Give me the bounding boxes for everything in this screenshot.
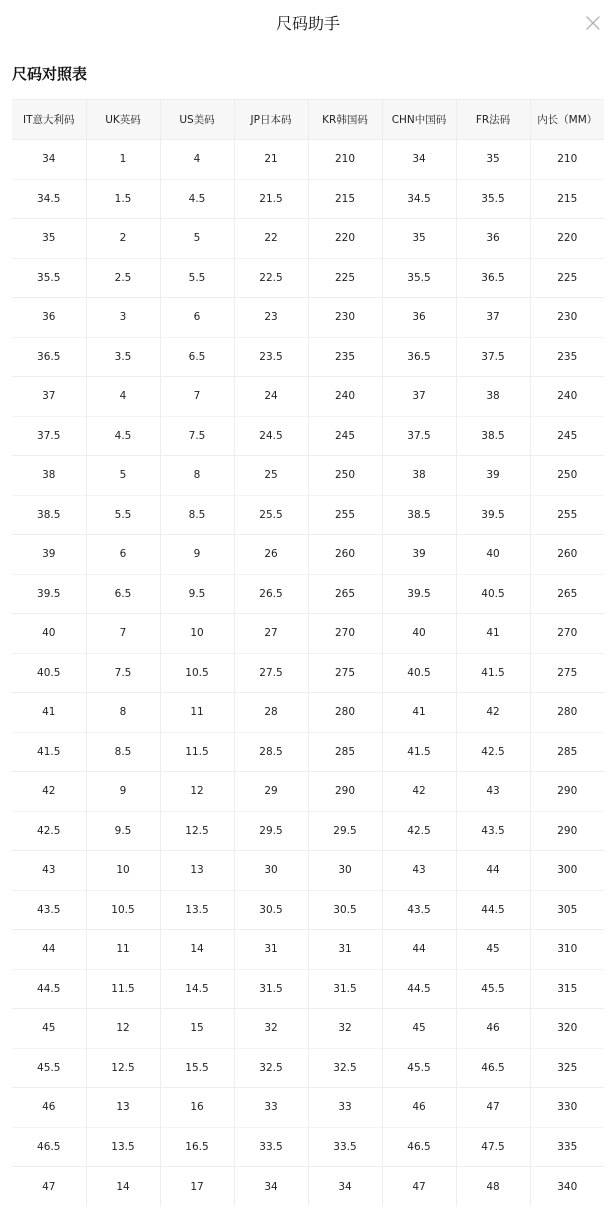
- table-cell: 1.5: [86, 179, 160, 219]
- table-cell: 235: [530, 337, 604, 377]
- table-cell: 8.5: [160, 495, 234, 535]
- table-cell: 270: [308, 614, 382, 654]
- table-cell: 220: [530, 219, 604, 259]
- table-cell: 30.5: [308, 890, 382, 930]
- table-cell: 40.5: [456, 574, 530, 614]
- table-cell: 46: [12, 1088, 86, 1128]
- table-cell: 215: [308, 179, 382, 219]
- table-cell: 34.5: [12, 179, 86, 219]
- table-cell: 2: [86, 219, 160, 259]
- table-cell: 24: [234, 377, 308, 417]
- table-row: [12, 179, 604, 219]
- table-cell: 32: [308, 1009, 382, 1049]
- table-cell: 44.5: [382, 969, 456, 1009]
- table-cell: 5: [86, 456, 160, 496]
- table-cell: 255: [308, 495, 382, 535]
- table-row: [12, 969, 604, 1009]
- table-cell: 210: [530, 140, 604, 180]
- table-cell: 30.5: [234, 890, 308, 930]
- table-cell: 38.5: [382, 495, 456, 535]
- size-chart-table-wrapper: [12, 99, 604, 1206]
- table-cell: 47: [12, 1167, 86, 1207]
- table-cell: 12: [86, 1009, 160, 1049]
- column-header: UK英码: [86, 100, 160, 140]
- table-cell: 6: [160, 298, 234, 338]
- table-cell: 275: [308, 653, 382, 693]
- table-cell: 47: [456, 1088, 530, 1128]
- table-cell: 42.5: [12, 811, 86, 851]
- table-body: [12, 140, 604, 1207]
- table-cell: 12.5: [86, 1048, 160, 1088]
- table-row: [12, 1127, 604, 1167]
- table-cell: 290: [308, 772, 382, 812]
- table-cell: 260: [530, 535, 604, 575]
- table-cell: 31: [234, 930, 308, 970]
- table-cell: 40: [12, 614, 86, 654]
- table-cell: 36.5: [12, 337, 86, 377]
- table-cell: 44: [456, 851, 530, 891]
- table-cell: 41.5: [12, 732, 86, 772]
- table-row: [12, 1088, 604, 1128]
- table-cell: 12: [160, 772, 234, 812]
- table-cell: 14.5: [160, 969, 234, 1009]
- table-cell: 11: [86, 930, 160, 970]
- table-cell: 22.5: [234, 258, 308, 298]
- table-cell: 11: [160, 693, 234, 733]
- modal-header: [0, 0, 616, 48]
- table-cell: 39: [12, 535, 86, 575]
- table-cell: 29.5: [308, 811, 382, 851]
- table-cell: 280: [308, 693, 382, 733]
- table-row: [12, 614, 604, 654]
- table-cell: 26: [234, 535, 308, 575]
- table-cell: 310: [530, 930, 604, 970]
- table-cell: 13.5: [86, 1127, 160, 1167]
- table-cell: 33: [234, 1088, 308, 1128]
- table-cell: 4.5: [86, 416, 160, 456]
- column-header: CHN中国码: [382, 100, 456, 140]
- table-cell: 39.5: [382, 574, 456, 614]
- column-header: IT意大利码: [12, 100, 86, 140]
- table-cell: 21.5: [234, 179, 308, 219]
- table-row: [12, 140, 604, 180]
- table-cell: 35: [456, 140, 530, 180]
- table-cell: 12.5: [160, 811, 234, 851]
- section-title: 尺码对照表: [12, 65, 88, 83]
- table-row: [12, 298, 604, 338]
- table-cell: 21: [234, 140, 308, 180]
- table-cell: 31.5: [308, 969, 382, 1009]
- table-cell: 245: [308, 416, 382, 456]
- table-cell: 33: [308, 1088, 382, 1128]
- table-cell: 42: [382, 772, 456, 812]
- table-row: [12, 337, 604, 377]
- table-row: [12, 811, 604, 851]
- table-cell: 35.5: [456, 179, 530, 219]
- table-cell: 37: [456, 298, 530, 338]
- table-cell: 38.5: [12, 495, 86, 535]
- table-cell: 41: [12, 693, 86, 733]
- table-cell: 225: [308, 258, 382, 298]
- table-cell: 43.5: [456, 811, 530, 851]
- table-row: [12, 456, 604, 496]
- table-cell: 10: [160, 614, 234, 654]
- table-row: [12, 732, 604, 772]
- table-cell: 9.5: [160, 574, 234, 614]
- table-cell: 13.5: [160, 890, 234, 930]
- table-cell: 23.5: [234, 337, 308, 377]
- table-cell: 9: [86, 772, 160, 812]
- table-cell: 30: [234, 851, 308, 891]
- table-cell: 16.5: [160, 1127, 234, 1167]
- table-cell: 335: [530, 1127, 604, 1167]
- table-cell: 27: [234, 614, 308, 654]
- table-cell: 250: [530, 456, 604, 496]
- table-cell: 265: [530, 574, 604, 614]
- table-cell: 250: [308, 456, 382, 496]
- size-chart-table: [12, 99, 604, 1206]
- table-cell: 7: [160, 377, 234, 417]
- table-cell: 36: [382, 298, 456, 338]
- table-cell: 42.5: [382, 811, 456, 851]
- table-cell: 45: [456, 930, 530, 970]
- table-cell: 8.5: [86, 732, 160, 772]
- table-cell: 43.5: [382, 890, 456, 930]
- table-cell: 37.5: [456, 337, 530, 377]
- table-cell: 26.5: [234, 574, 308, 614]
- table-cell: 6.5: [86, 574, 160, 614]
- table-cell: 48: [456, 1167, 530, 1207]
- table-cell: 290: [530, 772, 604, 812]
- table-row: [12, 219, 604, 259]
- column-header: US美码: [160, 100, 234, 140]
- table-cell: 9: [160, 535, 234, 575]
- table-cell: 14: [86, 1167, 160, 1207]
- table-cell: 4: [86, 377, 160, 417]
- table-cell: 33.5: [234, 1127, 308, 1167]
- table-cell: 41: [382, 693, 456, 733]
- table-cell: 34: [234, 1167, 308, 1207]
- table-cell: 15.5: [160, 1048, 234, 1088]
- table-cell: 46.5: [12, 1127, 86, 1167]
- table-cell: 330: [530, 1088, 604, 1128]
- table-cell: 35.5: [12, 258, 86, 298]
- table-cell: 33.5: [308, 1127, 382, 1167]
- table-cell: 300: [530, 851, 604, 891]
- table-row: [12, 574, 604, 614]
- table-cell: 230: [308, 298, 382, 338]
- table-cell: 13: [160, 851, 234, 891]
- table-cell: 45: [12, 1009, 86, 1049]
- table-cell: 38.5: [456, 416, 530, 456]
- table-cell: 45.5: [12, 1048, 86, 1088]
- table-cell: 45: [382, 1009, 456, 1049]
- table-cell: 44.5: [12, 969, 86, 1009]
- table-row: [12, 653, 604, 693]
- table-cell: 13: [86, 1088, 160, 1128]
- table-cell: 39.5: [456, 495, 530, 535]
- table-row: [12, 1167, 604, 1207]
- table-cell: 1: [86, 140, 160, 180]
- table-row: [12, 851, 604, 891]
- table-cell: 260: [308, 535, 382, 575]
- table-cell: 7: [86, 614, 160, 654]
- table-cell: 46: [456, 1009, 530, 1049]
- table-cell: 31.5: [234, 969, 308, 1009]
- table-cell: 210: [308, 140, 382, 180]
- table-row: [12, 693, 604, 733]
- table-cell: 38: [12, 456, 86, 496]
- table-cell: 44: [382, 930, 456, 970]
- table-cell: 40: [456, 535, 530, 575]
- table-row: [12, 1048, 604, 1088]
- table-cell: 34: [308, 1167, 382, 1207]
- table-cell: 24.5: [234, 416, 308, 456]
- table-cell: 40: [382, 614, 456, 654]
- table-cell: 2.5: [86, 258, 160, 298]
- table-cell: 235: [308, 337, 382, 377]
- table-cell: 36: [456, 219, 530, 259]
- table-cell: 39: [382, 535, 456, 575]
- table-row: [12, 416, 604, 456]
- table-cell: 16: [160, 1088, 234, 1128]
- table-cell: 32.5: [308, 1048, 382, 1088]
- table-cell: 32: [234, 1009, 308, 1049]
- table-cell: 11.5: [86, 969, 160, 1009]
- table-cell: 325: [530, 1048, 604, 1088]
- table-cell: 32.5: [234, 1048, 308, 1088]
- table-cell: 4.5: [160, 179, 234, 219]
- table-cell: 39: [456, 456, 530, 496]
- table-cell: 43: [456, 772, 530, 812]
- table-cell: 6: [86, 535, 160, 575]
- table-cell: 3.5: [86, 337, 160, 377]
- column-header: 内长（MM）: [530, 100, 604, 140]
- table-cell: 4: [160, 140, 234, 180]
- table-cell: 34: [382, 140, 456, 180]
- table-cell: 9.5: [86, 811, 160, 851]
- table-cell: 28.5: [234, 732, 308, 772]
- table-cell: 34.5: [382, 179, 456, 219]
- table-cell: 290: [530, 811, 604, 851]
- table-cell: 5.5: [86, 495, 160, 535]
- table-cell: 225: [530, 258, 604, 298]
- table-cell: 36.5: [456, 258, 530, 298]
- table-cell: 41.5: [456, 653, 530, 693]
- column-header: KR韩国码: [308, 100, 382, 140]
- table-row: [12, 377, 604, 417]
- table-cell: 270: [530, 614, 604, 654]
- table-cell: 8: [160, 456, 234, 496]
- table-cell: 45.5: [456, 969, 530, 1009]
- table-cell: 230: [530, 298, 604, 338]
- column-header: JP日本码: [234, 100, 308, 140]
- table-cell: 41.5: [382, 732, 456, 772]
- table-cell: 43: [382, 851, 456, 891]
- table-cell: 43: [12, 851, 86, 891]
- table-cell: 29: [234, 772, 308, 812]
- table-cell: 42.5: [456, 732, 530, 772]
- modal-title: 尺码助手: [275, 14, 340, 33]
- table-cell: 35: [382, 219, 456, 259]
- table-cell: 40.5: [12, 653, 86, 693]
- table-cell: 240: [308, 377, 382, 417]
- table-cell: 27.5: [234, 653, 308, 693]
- table-cell: 5.5: [160, 258, 234, 298]
- table-cell: 7.5: [160, 416, 234, 456]
- table-cell: 3: [86, 298, 160, 338]
- table-cell: 44: [12, 930, 86, 970]
- table-cell: 11.5: [160, 732, 234, 772]
- table-cell: 245: [530, 416, 604, 456]
- table-cell: 36.5: [382, 337, 456, 377]
- table-cell: 44.5: [456, 890, 530, 930]
- table-cell: 42: [456, 693, 530, 733]
- table-header-row: [12, 100, 604, 140]
- close-icon[interactable]: [584, 14, 602, 32]
- table-cell: 10.5: [160, 653, 234, 693]
- table-row: [12, 930, 604, 970]
- table-cell: 14: [160, 930, 234, 970]
- table-cell: 38: [456, 377, 530, 417]
- table-cell: 315: [530, 969, 604, 1009]
- table-cell: 6.5: [160, 337, 234, 377]
- table-cell: 240: [530, 377, 604, 417]
- table-row: [12, 890, 604, 930]
- table-cell: 280: [530, 693, 604, 733]
- table-row: [12, 1009, 604, 1049]
- table-cell: 5: [160, 219, 234, 259]
- table-cell: 340: [530, 1167, 604, 1207]
- table-cell: 7.5: [86, 653, 160, 693]
- table-cell: 37.5: [382, 416, 456, 456]
- table-cell: 37: [382, 377, 456, 417]
- table-cell: 43.5: [12, 890, 86, 930]
- table-row: [12, 772, 604, 812]
- table-cell: 15: [160, 1009, 234, 1049]
- table-cell: 10: [86, 851, 160, 891]
- table-cell: 285: [530, 732, 604, 772]
- table-cell: 25.5: [234, 495, 308, 535]
- column-header: FR法码: [456, 100, 530, 140]
- table-cell: 39.5: [12, 574, 86, 614]
- table-cell: 255: [530, 495, 604, 535]
- table-row: [12, 258, 604, 298]
- table-cell: 320: [530, 1009, 604, 1049]
- table-cell: 34: [12, 140, 86, 180]
- table-cell: 8: [86, 693, 160, 733]
- table-cell: 46.5: [456, 1048, 530, 1088]
- table-cell: 31: [308, 930, 382, 970]
- table-cell: 220: [308, 219, 382, 259]
- table-cell: 10.5: [86, 890, 160, 930]
- table-cell: 28: [234, 693, 308, 733]
- table-cell: 35.5: [382, 258, 456, 298]
- table-cell: 38: [382, 456, 456, 496]
- table-cell: 275: [530, 653, 604, 693]
- table-cell: 47.5: [456, 1127, 530, 1167]
- table-cell: 46.5: [382, 1127, 456, 1167]
- table-cell: 285: [308, 732, 382, 772]
- table-cell: 41: [456, 614, 530, 654]
- table-cell: 30: [308, 851, 382, 891]
- table-cell: 37: [12, 377, 86, 417]
- table-cell: 42: [12, 772, 86, 812]
- table-cell: 46: [382, 1088, 456, 1128]
- table-cell: 35: [12, 219, 86, 259]
- table-cell: 22: [234, 219, 308, 259]
- table-cell: 37.5: [12, 416, 86, 456]
- table-cell: 215: [530, 179, 604, 219]
- table-cell: 29.5: [234, 811, 308, 851]
- table-cell: 17: [160, 1167, 234, 1207]
- table-cell: 305: [530, 890, 604, 930]
- table-cell: 47: [382, 1167, 456, 1207]
- table-cell: 40.5: [382, 653, 456, 693]
- table-row: [12, 535, 604, 575]
- table-cell: 36: [12, 298, 86, 338]
- table-cell: 45.5: [382, 1048, 456, 1088]
- table-cell: 265: [308, 574, 382, 614]
- table-row: [12, 495, 604, 535]
- table-cell: 23: [234, 298, 308, 338]
- table-cell: 25: [234, 456, 308, 496]
